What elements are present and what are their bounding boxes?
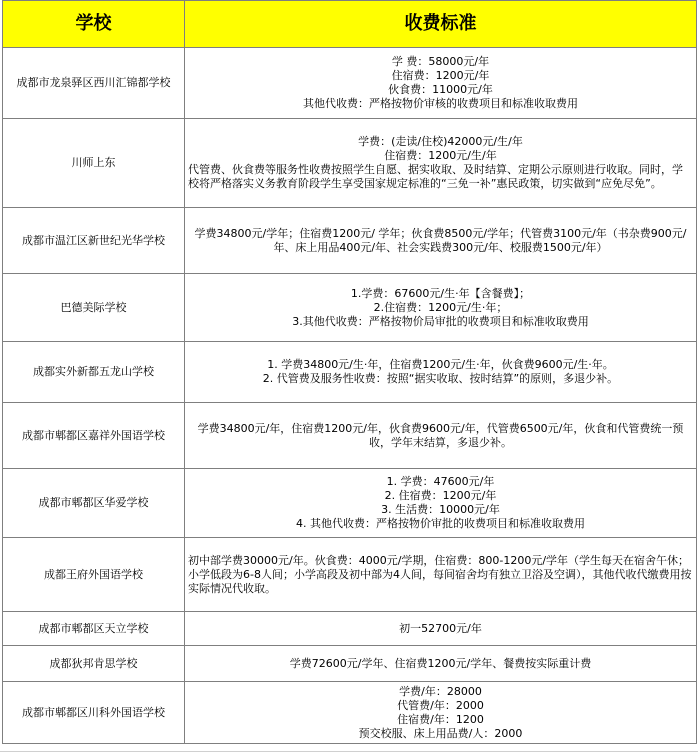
fee-line: 学费34800元/学年；住宿费1200元/ 学年；伙食费8500元/学年；代管费3100元/年（书杂费900元/年、床上用品400元/年、社会实践费300元/年、校服费1500元/年） [194,226,687,254]
school-name[interactable]: 川师上东 [3,119,185,208]
school-name[interactable]: 成都狄邦肯思学校 [3,646,185,682]
fee-line: 2.住宿费：1200元/生·年； [373,300,508,314]
fee-line: 3.其他代收费：严格按物价局审批的收费项目和标准收取费用 [292,314,589,328]
fee-cell[interactable] [185,469,697,538]
fee-line: 伙食费：11000元/年 [388,83,493,96]
school-name[interactable]: 成都王府外国语学校 [3,538,185,612]
table-row [3,469,697,538]
fee-line: 学 费：58000元/年 [391,55,490,68]
fee-cell[interactable] [185,342,697,403]
fee-line: 预交校服、床上用品费/人：2000 [358,726,523,740]
school-name[interactable]: 巴德美际学校 [3,274,185,342]
fee-cell[interactable] [185,119,697,208]
fee-line: 学费：(走读/住校)42000元/生/年 [358,135,523,148]
fee-line: 其他代收费：严格按物价审核的收费项目和标准收取费用 [303,97,578,110]
fee-line: 学费/年：28000 [399,684,482,698]
header-school[interactable]: 学校 [3,1,185,48]
fee-line: 学费72600元/学年、住宿费1200元/学年、餐费按实际重计费 [289,656,592,670]
fee-line: 初中部学费30000元/年。伙食费：4000元/学期，住宿费：800-1200元/学年（学生每天在宿舍午休；小学低段为6-8人间；小学高段及初中部为4人间，每间宿舍均有独立卫浴及空调），其他代收代缴费用按实际情况代收取。 [188,553,692,595]
table-row [3,538,697,612]
fee-cell[interactable] [185,612,697,646]
school-name[interactable]: 成都市温江区新世纪光华学校 [3,208,185,274]
fee-cell[interactable] [185,403,697,469]
school-name[interactable]: 成都市郫都区川科外国语学校 [3,682,185,744]
fee-line: 初一52700元/年 [399,621,482,635]
table-row [3,274,697,342]
fee-line: 4. 其他代收费：严格按物价审批的收费项目和标准收取费用 [296,517,585,530]
school-name[interactable]: 成都市郫都区嘉祥外国语学校 [3,403,185,469]
school-name[interactable]: 成都市郫都区华爱学校 [3,469,185,538]
fee-table [2,0,697,744]
table-row [3,612,697,646]
fee-line: 2. 代管费及服务性收费：按照“据实收取、按时结算”的原则，多退少补。 [262,372,619,385]
fee-cell[interactable] [185,646,697,682]
header-fees[interactable]: 收费标准 [185,1,697,48]
fee-line: 住宿费：1200元/生/年 [384,149,497,162]
fee-line: 住宿费/年：1200 [397,712,484,726]
fee-cell[interactable] [185,682,697,744]
table-row [3,208,697,274]
fee-line: 1. 学费：47600元/年 [386,475,495,488]
table-row [3,403,697,469]
fee-cell[interactable] [185,208,697,274]
table-row [3,48,697,119]
table-row [3,646,697,682]
fee-line: 1.学费：67600元/生·年【含餐费】； [350,286,531,300]
table-row [3,342,697,403]
fee-cell[interactable] [185,48,697,119]
school-name[interactable]: 成都市龙泉驿区西川汇锦都学校 [3,48,185,119]
fee-line: 1. 学费34800元/生·年，住宿费1200元/生·年，伙食费9600元/生·年。 [267,358,614,371]
school-name[interactable]: 成都实外新都五龙山学校 [3,342,185,403]
fee-line: 学费34800元/年，住宿费1200元/年，伙食费9600元/年，代管费6500元/年，伙食和代管费统一预收，学年末结算，多退少补。 [197,421,684,449]
fee-cell[interactable] [185,538,697,612]
fee-line: 代管费/年：2000 [397,698,484,712]
school-name[interactable]: 成都市郫都区天立学校 [3,612,185,646]
header-row [3,1,697,48]
fee-line: 3. 生活费：10000元/年 [381,503,500,516]
fee-cell[interactable] [185,274,697,342]
fee-line: 住宿费：1200元/年 [391,69,490,82]
fee-line: 2. 住宿费：1200元/年 [384,489,497,502]
table-row [3,682,697,744]
fee-line: 代管费、伙食费等服务性收费按照学生自愿、据实收取、及时结算、定期公示原则进行收取。同时，学校将严格落实义务教育阶段学生享受国家规定标准的“三免一补”惠民政策，切实做到“应免尽免”。 [188,163,683,190]
table-row [3,119,697,208]
